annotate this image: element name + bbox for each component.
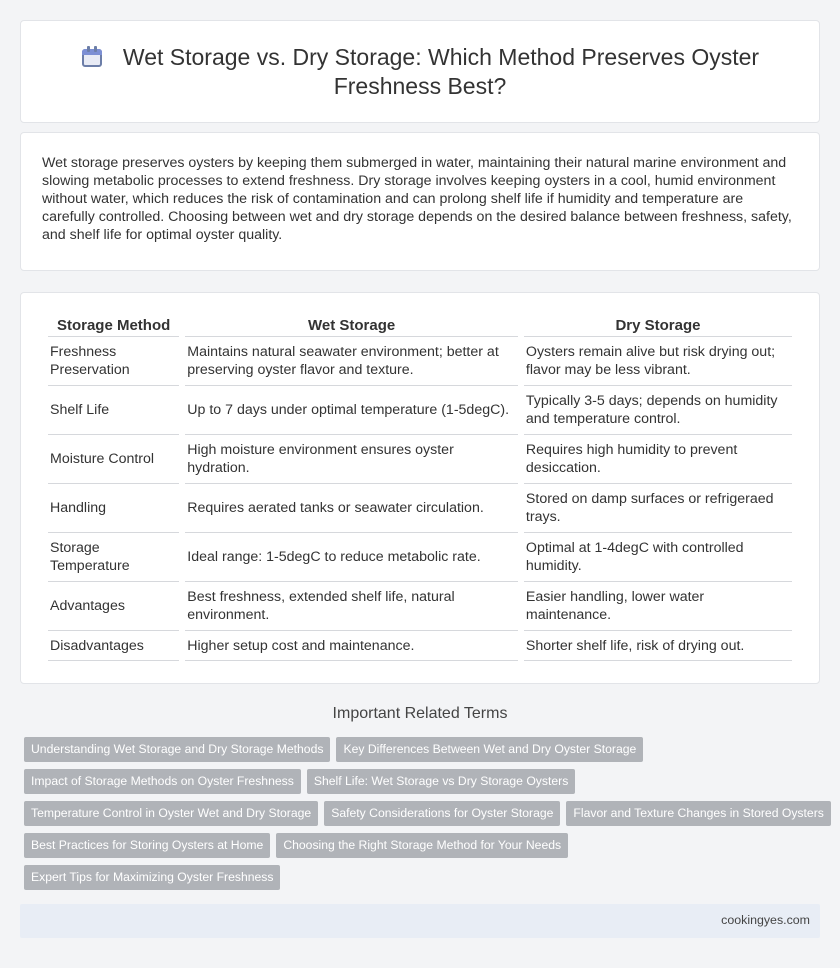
tag-row <box>24 769 824 801</box>
dry-cell: Easier handling, lower water maintenance. <box>524 582 792 631</box>
tag-row <box>24 833 824 865</box>
wet-cell: Best freshness, extended shelf life, natural environment. <box>185 582 518 631</box>
row-label: Disadvantages <box>48 631 179 661</box>
dry-cell: Stored on damp surfaces or refrigeraed trays. <box>524 484 792 533</box>
related-terms-heading: Important Related Terms <box>332 705 508 722</box>
dry-cell: Oysters remain alive but risk drying out; flavor may be less vibrant. <box>524 337 792 386</box>
table-row <box>48 484 792 533</box>
wet-cell: Requires aerated tanks or seawater circulation. <box>185 484 518 533</box>
wet-cell: Higher setup cost and maintenance. <box>185 631 518 661</box>
related-term-link[interactable]: Choosing the Right Storage Method for Your Needs <box>276 833 568 858</box>
row-label: Freshness Preservation <box>48 337 179 386</box>
comparison-table <box>42 315 798 661</box>
comparison-card <box>20 292 820 684</box>
row-label: Moisture Control <box>48 435 179 484</box>
row-label: Storage Temperature <box>48 533 179 582</box>
related-term-link[interactable]: Shelf Life: Wet Storage vs Dry Storage Oysters <box>307 769 575 794</box>
wet-cell: Ideal range: 1-5degC to reduce metabolic rate. <box>185 533 518 582</box>
table-header-row <box>48 315 792 337</box>
related-term-link[interactable]: Temperature Control in Oyster Wet and Dry Storage <box>24 801 318 826</box>
tag-row <box>24 801 824 833</box>
title-card <box>20 20 820 123</box>
dry-cell: Shorter shelf life, risk of drying out. <box>524 631 792 661</box>
related-term-link[interactable]: Key Differences Between Wet and Dry Oyster Storage <box>336 737 643 762</box>
header-storage-method: Storage Method <box>48 315 179 337</box>
page-title: Wet Storage vs. Dry Storage: Which Method Preserves Oyster Freshness Best? <box>122 44 760 99</box>
intro-card <box>20 132 820 271</box>
related-term-link[interactable]: Understanding Wet Storage and Dry Storage Methods <box>24 737 330 762</box>
wet-cell: Maintains natural seawater environment; better at preserving oyster flavor and texture. <box>185 337 518 386</box>
wet-cell: Up to 7 days under optimal temperature (1-5degC). <box>185 386 518 435</box>
row-label: Shelf Life <box>48 386 179 435</box>
related-term-link[interactable]: Safety Considerations for Oyster Storage <box>324 801 560 826</box>
table-row <box>48 435 792 484</box>
tag-row <box>24 865 824 897</box>
table-row <box>48 631 792 661</box>
wet-cell: High moisture environment ensures oyster hydration. <box>185 435 518 484</box>
row-label: Advantages <box>48 582 179 631</box>
table-row <box>48 533 792 582</box>
related-term-link[interactable]: Impact of Storage Methods on Oyster Freshness <box>24 769 301 794</box>
dry-cell: Requires high humidity to prevent desiccation. <box>524 435 792 484</box>
related-term-link[interactable]: Flavor and Texture Changes in Stored Oysters <box>566 801 830 826</box>
dry-cell: Optimal at 1-4degC with controlled humidity. <box>524 533 792 582</box>
related-term-link[interactable]: Best Practices for Storing Oysters at Home <box>24 833 270 858</box>
table-row <box>48 386 792 435</box>
related-term-link[interactable]: Expert Tips for Maximizing Oyster Freshness <box>24 865 280 890</box>
table-row <box>48 582 792 631</box>
related-terms-list <box>24 737 824 897</box>
calendar-icon <box>81 46 103 68</box>
table-row <box>48 337 792 386</box>
intro-paragraph: Wet storage preserves oysters by keeping them submerged in water, maintaining their natural marine environment and slowing metabolic processes to extend freshness. Dry storage involves keeping oysters in a cool, humid environment without water, which reduces the risk of contamination and can prolong shelf life if humidity and temperature are carefully controlled. Choosing between wet and dry storage depends on the desired balance between freshness, safety, and shelf life for optimal oyster quality. <box>42 155 792 243</box>
row-label: Handling <box>48 484 179 533</box>
header-wet-storage: Wet Storage <box>185 315 518 337</box>
page-title-wrap <box>21 43 819 101</box>
footer-site-link[interactable]: cookingyes.com <box>721 913 810 927</box>
dry-cell: Typically 3-5 days; depends on humidity and temperature control. <box>524 386 792 435</box>
tag-row <box>24 737 824 769</box>
header-dry-storage: Dry Storage <box>524 315 792 337</box>
footer <box>20 904 820 938</box>
